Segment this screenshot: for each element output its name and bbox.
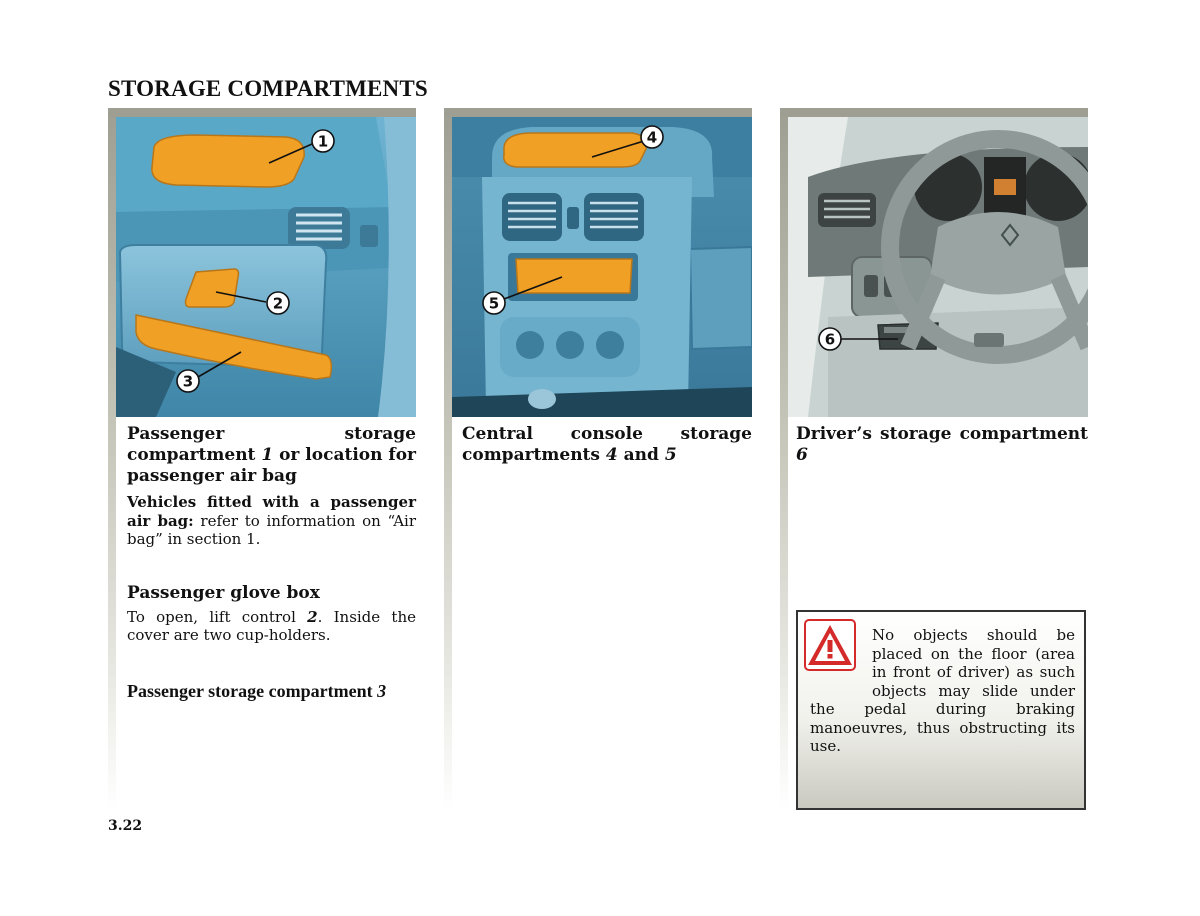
column3-text <box>796 424 1088 466</box>
warning-text-container <box>810 626 1075 756</box>
svg-text:4: 4 <box>646 128 658 147</box>
storage-compartment-1 <box>152 135 304 187</box>
column-top-bar <box>108 108 416 117</box>
callout-4 <box>641 126 663 148</box>
callout-3 <box>177 370 199 392</box>
passenger-storage-heading: Passenger storage compartment 1 or location for passenger air bag <box>127 424 417 486</box>
column1-text <box>127 424 416 702</box>
central-console-illustration <box>452 117 752 417</box>
page-title: STORAGE COMPARTMENTS <box>108 76 428 101</box>
svg-text:2: 2 <box>272 294 284 313</box>
callout-6 <box>819 328 841 350</box>
column-rule <box>108 108 116 810</box>
glove-box-heading: Passenger glove box <box>127 582 320 603</box>
storage-compartment-4 <box>504 133 646 167</box>
column-top-bar <box>780 108 1088 117</box>
svg-text:1: 1 <box>317 132 329 151</box>
warning-box <box>796 610 1086 810</box>
callout-1 <box>312 130 334 152</box>
svg-text:3: 3 <box>182 372 194 391</box>
column-rule <box>780 108 788 810</box>
svg-text:6: 6 <box>824 330 836 349</box>
airbag-note: Vehicles fitted with a passenger air bag: refer to information on “Air bag” in section 1. <box>127 493 416 548</box>
page-number: 3.22 <box>108 818 143 834</box>
callout-2 <box>267 292 289 314</box>
driver-dashboard-illustration <box>788 117 1088 417</box>
glove-box-text: To open, lift control 2. Inside the cover are two cup-holders. <box>127 607 416 644</box>
svg-text:5: 5 <box>488 294 500 313</box>
callout-5 <box>483 292 505 314</box>
storage-3-heading: Passenger storage compartment 3 <box>127 680 387 701</box>
passenger-dashboard-illustration <box>116 117 416 417</box>
warning-text: No objects should be placed on the floor (area in front of driver) as such objects may slide under the pedal during braking manoeuvres, thus obstructing its use. <box>810 626 1075 755</box>
column-rule <box>444 108 452 810</box>
driver-storage-heading: Driver’s storage compartment 6 <box>796 424 1088 465</box>
column2-text <box>462 424 752 466</box>
column-top-bar <box>444 108 752 117</box>
central-console-heading: Central console storage compartments 4 and 5 <box>462 424 752 465</box>
